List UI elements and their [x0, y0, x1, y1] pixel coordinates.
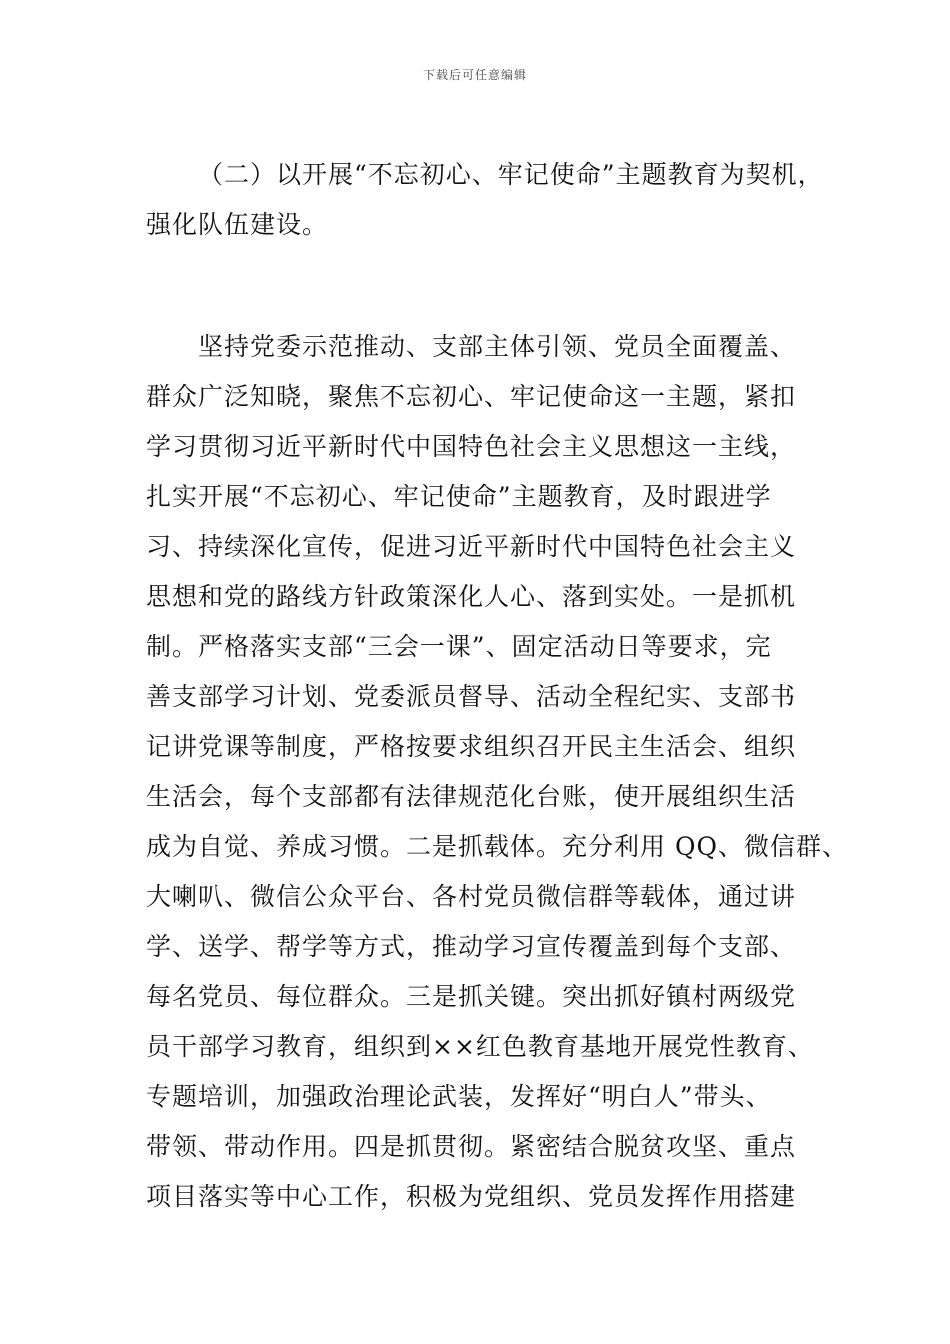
paragraph-line: 记讲党课等制度，严格按要求组织召开民主生活会、组织	[146, 732, 797, 761]
paragraph-line: 成为自觉、养成习惯。二是抓载体。充分利用 QQ、微信群、	[146, 832, 848, 861]
heading-line: （二）以开展“不忘初心、牢记使命”主题教育为契机，	[198, 160, 824, 189]
paragraph-line: 生活会，每个支部都有法律规范化台账，使开展组织生活	[146, 782, 797, 811]
paragraph-line: 群众广泛知晓，聚焦不忘初心、牢记使命这一主题，紧扣	[146, 382, 797, 411]
paragraph-line: 制。严格落实支部“三会一课”、固定活动日等要求，完	[146, 632, 772, 661]
paragraph-line: 每名党员、每位群众。三是抓关键。突出抓好镇村两级党	[146, 982, 797, 1011]
paragraph-line: 思想和党的路线方针政策深化人心、落到实处。一是抓机	[146, 582, 797, 611]
paragraph-line: 学、送学、帮学等方式，推动学习宣传覆盖到每个支部、	[146, 932, 797, 961]
paragraph-line: 带领、带动作用。四是抓贯彻。紧密结合脱贫攻坚、重点	[146, 1132, 797, 1161]
paragraph-line: 善支部学习计划、党委派员督导、活动全程纪实、支部书	[146, 682, 797, 711]
body-paragraph	[146, 322, 848, 1222]
paragraph-line: 坚持党委示范推动、支部主体引领、党员全面覆盖、	[198, 332, 797, 361]
section-heading	[146, 150, 826, 250]
paragraph-line: 扎实开展“不忘初心、牢记使命”主题教育，及时跟进学	[146, 482, 772, 511]
paragraph-line: 学习贯彻习近平新时代中国特色社会主义思想这一主线，	[146, 432, 797, 461]
header-note: 下载后可任意编辑	[422, 68, 527, 82]
paragraph-line: 员干部学习教育，组织到××红色教育基地开展党性教育、	[146, 1032, 814, 1061]
paragraph-line: 大喇叭、微信公众平台、各村党员微信群等载体，通过讲	[146, 882, 797, 911]
paragraph-line: 习、持续深化宣传，促进习近平新时代中国特色社会主义	[146, 532, 797, 561]
heading-line: 强化队伍建设。	[146, 210, 329, 239]
paragraph-line: 专题培训，加强政治理论武装，发挥好“明白人”带头、	[146, 1082, 772, 1111]
paragraph-line: 项目落实等中心工作，积极为党组织、党员发挥作用搭建	[146, 1182, 797, 1211]
